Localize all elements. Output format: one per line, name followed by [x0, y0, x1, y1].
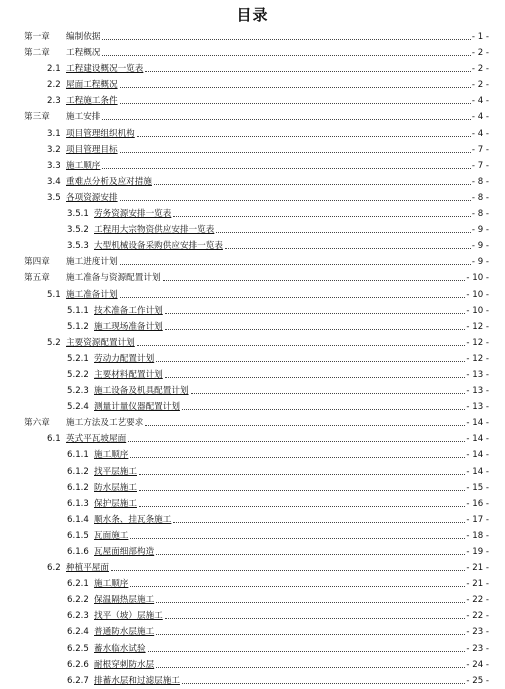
- toc-entry-label: 保护层施工: [94, 498, 137, 509]
- toc-entry-label: 排蓄水层和过滤层施工: [94, 675, 180, 686]
- toc-entry-page: - 8 -: [471, 209, 489, 220]
- toc-entry-label: 项目管理组织机构: [66, 128, 135, 139]
- toc-entry[interactable]: [0, 431, 505, 447]
- toc-entry[interactable]: [0, 383, 505, 399]
- toc-dot-leader: [139, 474, 465, 475]
- toc-dot-leader: [137, 345, 465, 346]
- toc-entry-page: - 13 -: [466, 369, 489, 380]
- toc-entry[interactable]: [0, 126, 505, 142]
- toc-entry-number: 6.1.6: [67, 547, 89, 557]
- toc-entry[interactable]: [0, 367, 505, 383]
- toc-entry-label: 施工准备与资源配置计划: [66, 273, 161, 284]
- toc-entry[interactable]: [0, 608, 505, 624]
- toc-dot-leader: [120, 264, 471, 265]
- toc-entry-label: 测量计量仪器配置计划: [94, 402, 180, 413]
- toc-entry-label: 施工顺序: [94, 450, 129, 461]
- toc-entry-number: 5.2.4: [67, 402, 89, 413]
- toc-dot-leader: [191, 393, 465, 394]
- toc-entry-page: - 4 -: [471, 112, 489, 123]
- toc-dot-leader: [165, 329, 465, 330]
- toc-entry-label: 工程用大宗物资供应安排一览表: [94, 225, 215, 236]
- toc-dot-leader: [102, 119, 471, 120]
- toc-entry-page: - 21 -: [466, 579, 489, 590]
- toc-entry-label: 英式平瓦坡屋面: [66, 434, 127, 445]
- toc-entry-page: - 10 -: [466, 273, 489, 284]
- toc-entry-page: - 14 -: [466, 450, 489, 461]
- toc-dot-leader: [165, 313, 465, 314]
- toc-dot-leader: [156, 602, 465, 603]
- toc-entry-label: 施工方法及工艺要求: [66, 418, 144, 429]
- toc-dot-leader: [156, 554, 465, 555]
- toc-entry[interactable]: [0, 77, 505, 93]
- toc-entry-number: 第五章: [24, 273, 50, 284]
- toc-entry-number: 6.1.1: [67, 450, 89, 461]
- toc-title: 目录: [236, 6, 269, 24]
- toc-entry-label: 施工安排: [66, 112, 101, 123]
- toc-entry-number: 6.1.2: [67, 466, 89, 477]
- toc-entry-label: 瓦屋面细部构造: [94, 547, 155, 557]
- toc-entry-page: - 16 -: [466, 498, 489, 509]
- toc-entry[interactable]: [0, 576, 505, 592]
- toc-dot-leader: [128, 441, 465, 442]
- toc-entry[interactable]: [0, 641, 505, 657]
- toc-entry-number: 第四章: [24, 257, 50, 268]
- toc-dot-leader: [120, 103, 471, 104]
- toc-entry[interactable]: [0, 528, 505, 544]
- toc-entry-number: 6.2.6: [67, 659, 89, 670]
- toc-entry[interactable]: [0, 303, 505, 319]
- toc-entry-label: 施工顺序: [66, 160, 101, 171]
- toc-dot-leader: [102, 168, 471, 169]
- toc-entry-label: 重难点分析及应对措施: [66, 176, 152, 187]
- toc-dot-leader: [120, 297, 465, 298]
- toc-entry-page: - 14 -: [466, 466, 489, 477]
- toc-dot-leader: [102, 55, 471, 56]
- toc-entry[interactable]: [0, 544, 505, 560]
- toc-entry-page: - 17 -: [466, 514, 489, 525]
- toc-entry-label: 找平层施工: [94, 466, 137, 477]
- toc-entry-number: 2.2: [47, 80, 61, 91]
- toc-entry-number: 5.2.2: [67, 369, 89, 380]
- toc-list: [0, 29, 505, 689]
- toc-entry-label: 保温隔热层施工: [94, 595, 155, 606]
- toc-dot-leader: [120, 200, 471, 201]
- toc-entry-number: 6.1.3: [67, 498, 89, 509]
- toc-entry-page: - 2 -: [471, 64, 489, 75]
- toc-entry-page: - 10 -: [466, 305, 489, 316]
- toc-entry-number: 3.2: [47, 144, 61, 155]
- toc-entry-page: - 22 -: [466, 595, 489, 606]
- toc-entry[interactable]: [0, 624, 505, 640]
- toc-entry-page: - 19 -: [466, 547, 489, 557]
- toc-dot-leader: [148, 651, 465, 652]
- toc-entry[interactable]: [0, 399, 505, 415]
- toc-entry-label: 施工进度计划: [66, 257, 118, 268]
- toc-entry-number: 3.4: [47, 176, 61, 187]
- toc-dot-leader: [156, 634, 465, 635]
- toc-entry-number: 5.1.2: [67, 321, 89, 332]
- toc-entry-label: 屋面工程概况: [66, 80, 118, 91]
- toc-dot-leader: [145, 71, 471, 72]
- toc-entry-label: 主要材料配置计划: [94, 369, 163, 380]
- toc-entry-number: 第一章: [24, 32, 50, 42]
- toc-entry-number: 3.5.1: [67, 209, 89, 220]
- toc-entry-page: - 12 -: [466, 353, 489, 364]
- toc-dot-leader: [173, 216, 471, 217]
- toc-entry-label: 施工现场准备计划: [94, 321, 163, 332]
- toc-entry-page: - 12 -: [466, 321, 489, 332]
- toc-entry[interactable]: [0, 657, 505, 673]
- toc-entry-label: 劳动力配置计划: [94, 353, 155, 364]
- toc-entry-number: 6.2: [47, 563, 61, 574]
- toc-entry-number: 6.2.2: [67, 595, 89, 606]
- toc-entry-label: 顺水条、挂瓦条施工: [94, 514, 172, 525]
- toc-entry-label: 劳务资源安排一览表: [94, 209, 172, 220]
- toc-entry[interactable]: [0, 415, 505, 431]
- toc-entry-label: 施工设备及机具配置计划: [94, 386, 189, 397]
- toc-entry-number: 6.1.4: [67, 514, 89, 525]
- toc-entry-label: 大型机械设备采购供应安排一览表: [94, 241, 223, 252]
- toc-entry[interactable]: [0, 287, 505, 303]
- toc-entry[interactable]: [0, 174, 505, 190]
- toc-entry-label: 工程建设概况一览表: [66, 64, 144, 75]
- toc-entry[interactable]: [0, 45, 505, 61]
- toc-entry[interactable]: [0, 238, 505, 254]
- toc-entry-page: - 23 -: [466, 627, 489, 638]
- toc-entry-label: 主要资源配置计划: [66, 337, 135, 348]
- toc-dot-leader: [163, 280, 465, 281]
- toc-entry[interactable]: [0, 270, 505, 286]
- toc-dot-leader: [111, 570, 465, 571]
- toc-entry-page: - 10 -: [466, 289, 489, 300]
- toc-entry-number: 2.3: [47, 96, 61, 107]
- toc-entry-page: - 8 -: [471, 192, 489, 203]
- toc-entry[interactable]: [0, 512, 505, 528]
- toc-entry-page: - 8 -: [471, 176, 489, 187]
- toc-entry-label: 种植平屋面: [66, 563, 109, 574]
- toc-entry-page: - 14 -: [466, 434, 489, 445]
- toc-entry[interactable]: [0, 351, 505, 367]
- toc-entry[interactable]: [0, 206, 505, 222]
- toc-entry-page: - 4 -: [471, 128, 489, 139]
- toc-dot-leader: [130, 586, 465, 587]
- toc-entry-number: 2.1: [47, 64, 61, 75]
- toc-entry[interactable]: [0, 480, 505, 496]
- toc-entry-number: 6.2.5: [67, 643, 89, 654]
- toc-entry[interactable]: [0, 447, 505, 463]
- toc-dot-leader: [225, 248, 471, 249]
- toc-dot-leader: [137, 136, 471, 137]
- toc-entry-number: 第六章: [24, 418, 50, 429]
- toc-entry[interactable]: [0, 109, 505, 125]
- toc-entry-number: 3.5.2: [67, 225, 89, 236]
- toc-entry[interactable]: [0, 335, 505, 351]
- toc-entry-page: - 13 -: [466, 386, 489, 397]
- toc-entry-page: - 1 -: [471, 32, 489, 42]
- toc-entry-number: 5.1.1: [67, 305, 89, 316]
- toc-dot-leader: [139, 506, 465, 507]
- toc-entry-label: 技术准备工作计划: [94, 305, 163, 316]
- toc-entry-number: 5.1: [47, 289, 61, 300]
- toc-entry-number: 第三章: [24, 112, 50, 123]
- toc-entry-number: 6.1.2: [67, 482, 89, 493]
- toc-entry-number: 6.1: [47, 434, 61, 445]
- toc-entry-page: - 9 -: [471, 257, 489, 268]
- toc-dot-leader: [102, 39, 471, 40]
- toc-entry-number: 6.2.3: [67, 611, 89, 622]
- toc-entry-label: 耐根穿刺防水层: [94, 659, 155, 670]
- toc-dot-leader: [216, 232, 471, 233]
- toc-dot-leader: [130, 538, 465, 539]
- toc-dot-leader: [182, 683, 465, 684]
- toc-dot-leader: [156, 361, 465, 362]
- toc-entry-label: 工程概况: [66, 48, 101, 59]
- toc-dot-leader: [120, 87, 471, 88]
- toc-entry-page: - 23 -: [466, 643, 489, 654]
- toc-dot-leader: [120, 152, 471, 153]
- toc-entry-page: - 18 -: [466, 530, 489, 541]
- toc-entry-number: 3.5: [47, 192, 61, 203]
- toc-entry-page: - 9 -: [471, 241, 489, 252]
- toc-dot-leader: [139, 490, 465, 491]
- toc-entry[interactable]: [0, 222, 505, 238]
- toc-entry-label: 蓄水临水试验: [94, 643, 146, 654]
- toc-dot-leader: [173, 522, 465, 523]
- toc-entry-number: 6.2.7: [67, 675, 89, 686]
- toc-entry-label: 施工顺序: [94, 579, 129, 590]
- toc-entry-page: - 7 -: [471, 160, 489, 171]
- toc-entry-page: - 21 -: [466, 563, 489, 574]
- toc-entry-label: 项目管理目标: [66, 144, 118, 155]
- toc-entry-page: - 4 -: [471, 96, 489, 107]
- toc-entry-number: 6.2.1: [67, 579, 89, 590]
- toc-entry-label: 各项资源安排: [66, 192, 118, 203]
- toc-dot-leader: [165, 377, 465, 378]
- toc-entry[interactable]: [0, 93, 505, 109]
- toc-entry[interactable]: [0, 560, 505, 576]
- toc-entry-number: 3.3: [47, 160, 61, 171]
- toc-entry[interactable]: [0, 190, 505, 206]
- toc-dot-leader: [165, 618, 465, 619]
- toc-entry[interactable]: [0, 319, 505, 335]
- toc-entry-page: - 25 -: [466, 675, 489, 686]
- toc-entry[interactable]: [0, 61, 505, 77]
- toc-entry[interactable]: [0, 464, 505, 480]
- toc-entry[interactable]: [0, 592, 505, 608]
- toc-entry-page: - 24 -: [466, 659, 489, 670]
- toc-entry-page: - 12 -: [466, 337, 489, 348]
- toc-dot-leader: [182, 409, 465, 410]
- toc-entry-page: - 9 -: [471, 225, 489, 236]
- toc-entry-page: - 13 -: [466, 402, 489, 413]
- toc-entry-number: 6.2.4: [67, 627, 89, 638]
- toc-dot-leader: [145, 425, 465, 426]
- toc-entry-page: - 2 -: [471, 80, 489, 91]
- toc-entry-label: 普通防水层施工: [94, 627, 155, 638]
- toc-entry-page: - 14 -: [466, 418, 489, 429]
- toc-entry-label: 找平（坡）层施工: [94, 611, 163, 622]
- toc-entry[interactable]: [0, 496, 505, 512]
- toc-entry-number: 5.2.3: [67, 386, 89, 397]
- toc-entry[interactable]: [0, 142, 505, 158]
- toc-entry-number: 5.2: [47, 337, 61, 348]
- toc-entry-label: 瓦面施工: [94, 530, 129, 541]
- toc-entry[interactable]: [0, 673, 505, 689]
- toc-entry-number: 5.2.1: [67, 353, 89, 364]
- toc-dot-leader: [130, 457, 465, 458]
- toc-entry-label: 施工准备计划: [66, 289, 118, 300]
- toc-dot-leader: [154, 184, 471, 185]
- toc-entry-number: 第二章: [24, 48, 50, 59]
- toc-entry-label: 工程施工条件: [66, 96, 118, 107]
- toc-entry-page: - 2 -: [471, 48, 489, 59]
- toc-entry-page: - 15 -: [466, 482, 489, 493]
- toc-entry-number: 3.1: [47, 128, 61, 139]
- toc-entry-number: 3.5.3: [67, 241, 89, 252]
- toc-entry[interactable]: [0, 158, 505, 174]
- toc-entry-number: 6.1.5: [67, 530, 89, 541]
- toc-entry[interactable]: [0, 29, 505, 45]
- toc-entry-label: 编制依据: [66, 32, 101, 42]
- toc-entry-label: 防水层施工: [94, 482, 137, 493]
- toc-dot-leader: [156, 667, 465, 668]
- toc-entry[interactable]: [0, 254, 505, 270]
- toc-entry-page: - 22 -: [466, 611, 489, 622]
- toc-entry-page: - 7 -: [471, 144, 489, 155]
